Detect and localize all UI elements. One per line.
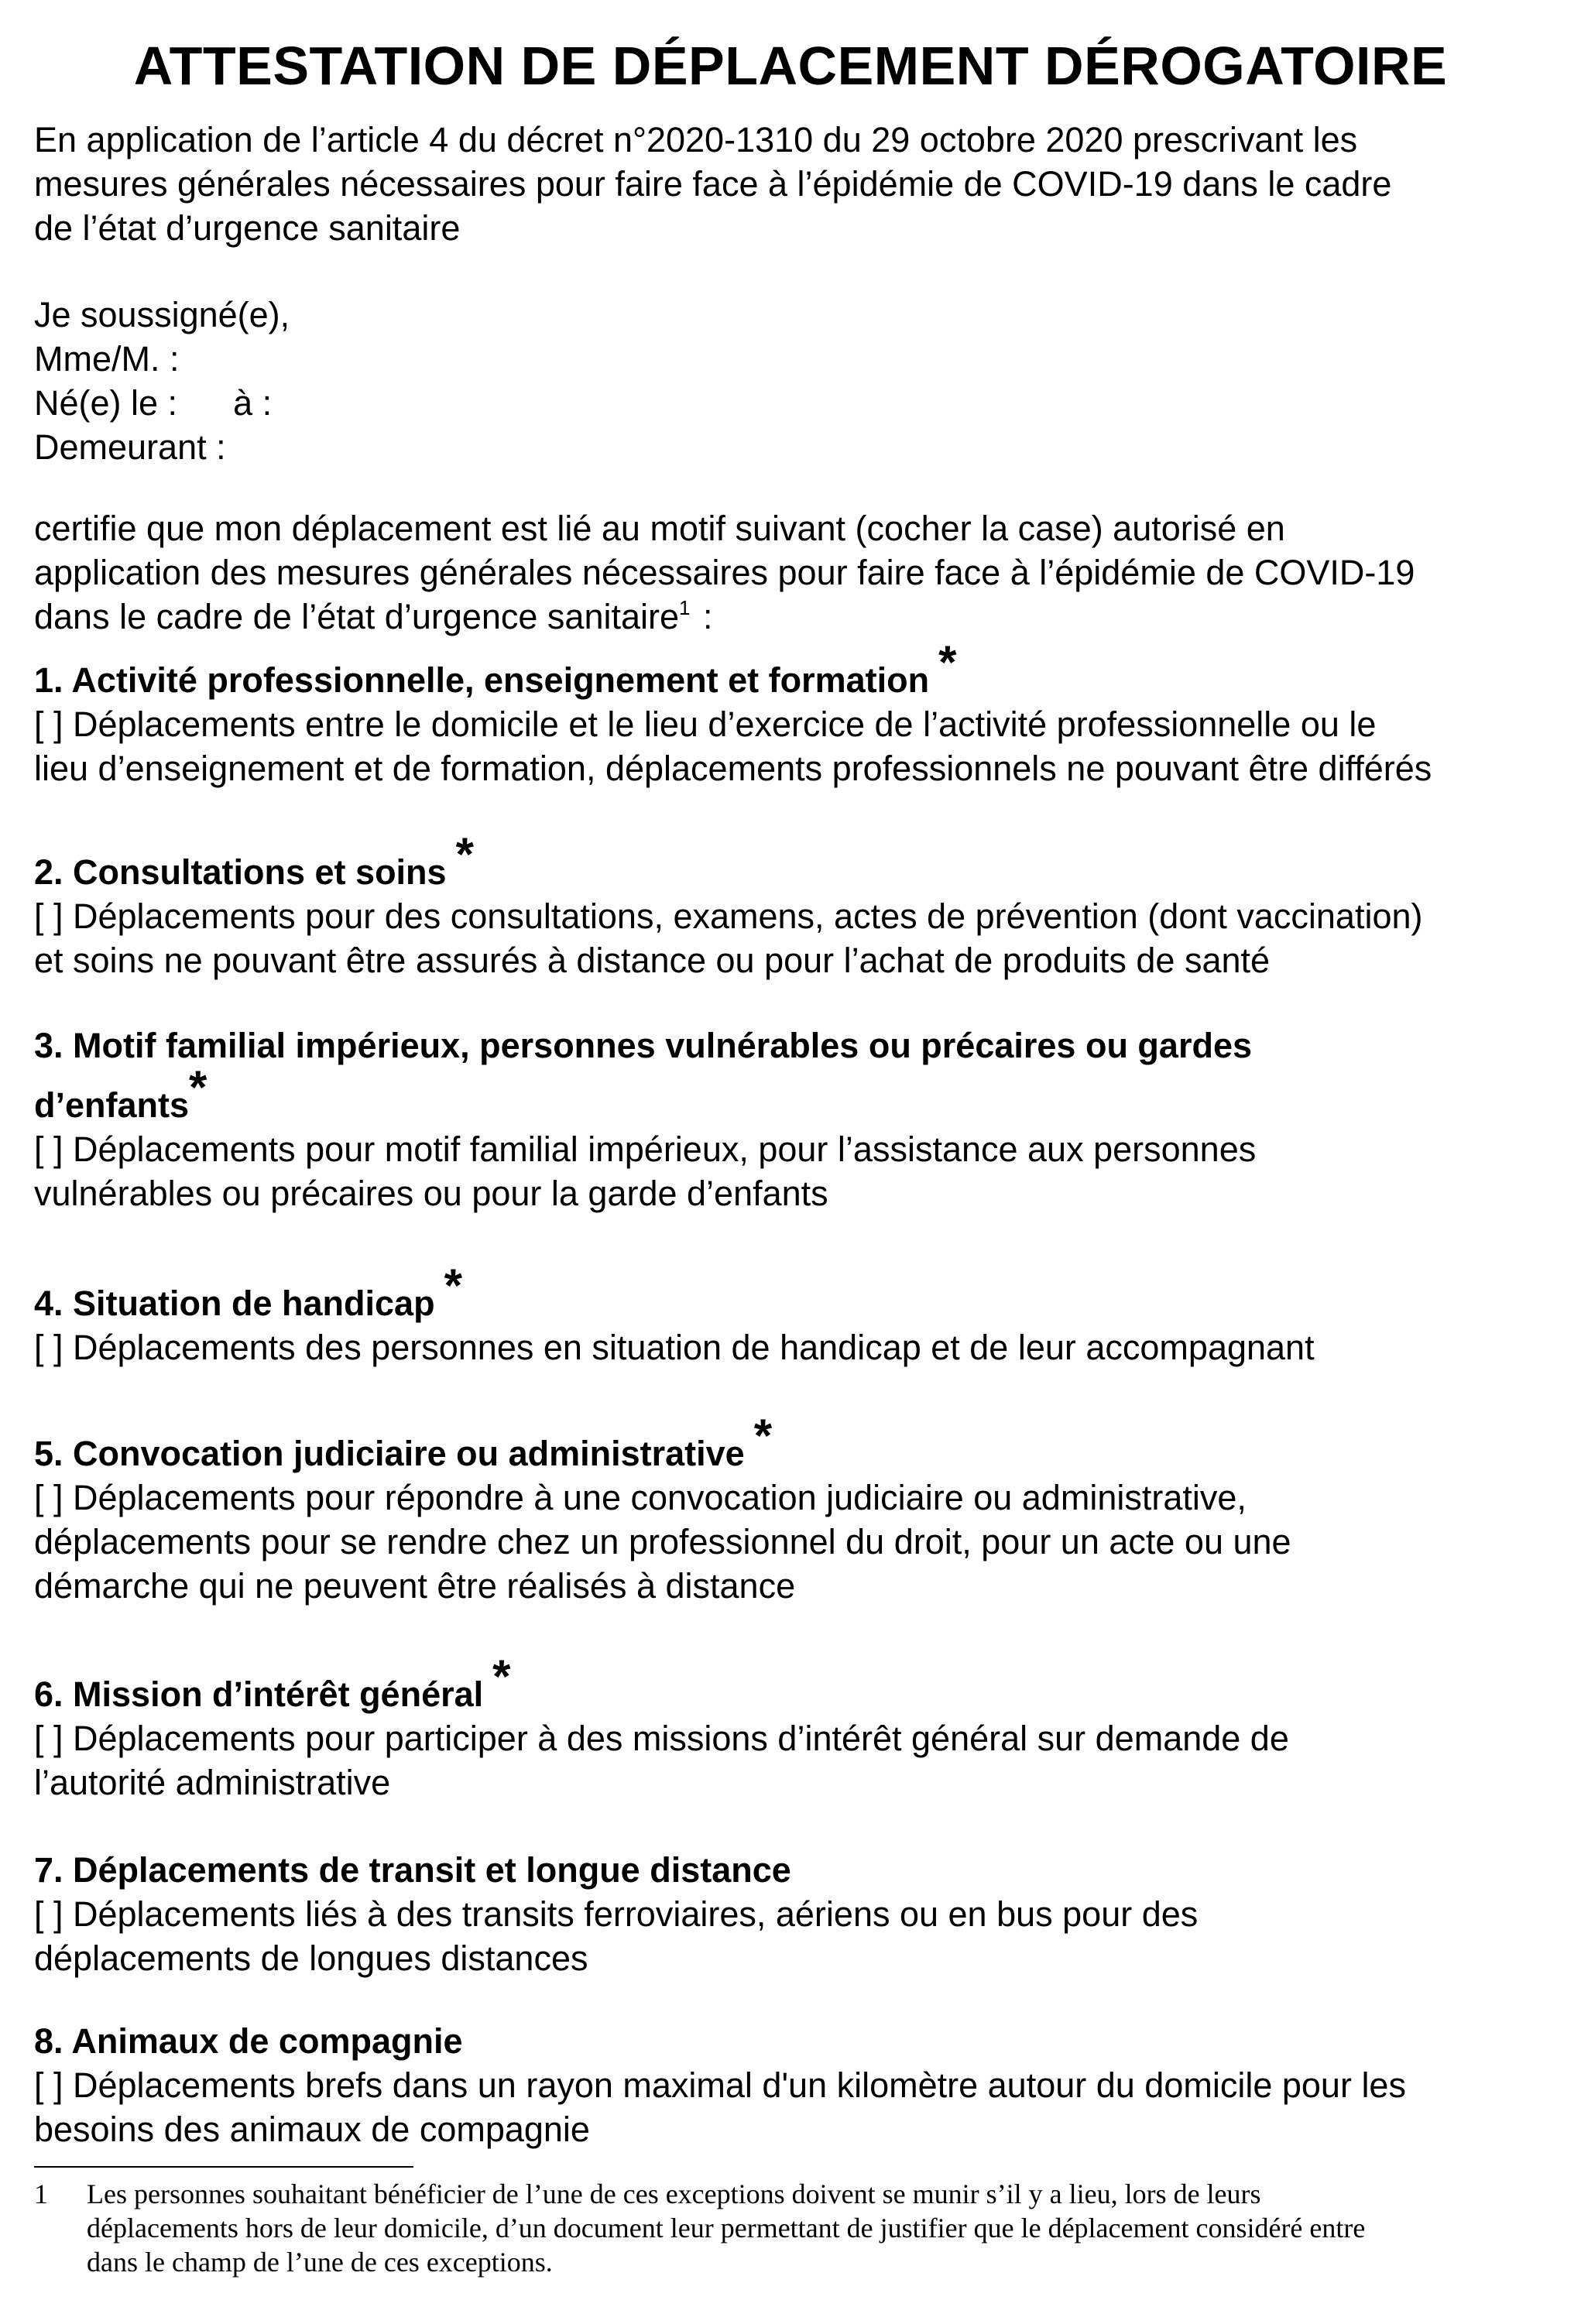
reason-2 bbox=[34, 828, 1552, 982]
reason-1 bbox=[34, 636, 1552, 790]
required-asterisk: * bbox=[455, 828, 474, 880]
reason-checkbox-text[interactable]: [ ] Déplacements brefs dans un rayon maximal d'un kilomètre autour du domicile pour les bbox=[34, 2065, 1406, 2105]
address-label: Demeurant : bbox=[34, 427, 226, 467]
intro-line: de l’état d’urgence sanitaire bbox=[34, 208, 461, 248]
required-asterisk: * bbox=[444, 1260, 462, 1311]
footnote-separator bbox=[34, 2166, 413, 2168]
reason-text-continued: et soins ne pouvant être assurés à distance ou pour l’achat de produits de santé bbox=[34, 941, 1271, 980]
reason-checkbox-text[interactable]: [ ] Déplacements pour participer à des missions d’intérêt général sur demande de bbox=[34, 1719, 1289, 1758]
reason-text-continued: lieu d’enseignement et de formation, déplacements professionnels ne pouvant être différés bbox=[34, 749, 1432, 788]
reason-checkbox-text[interactable]: [ ] Déplacements pour répondre à une convocation judiciaire ou administrative, bbox=[34, 1478, 1247, 1517]
document-title: ATTESTATION DE DÉPLACEMENT DÉROGATOIRE bbox=[133, 36, 1448, 96]
certify-line-last: dans le cadre de l’état d’urgence sanitaire$^1$ : bbox=[34, 596, 713, 636]
required-asterisk: * bbox=[753, 1410, 773, 1462]
intro-paragraph bbox=[34, 118, 1552, 250]
required-asterisk: * bbox=[938, 636, 957, 688]
name-label: Mme/M. : bbox=[34, 339, 180, 379]
identity-section bbox=[34, 293, 1552, 469]
footnote-line: déplacements hors de leur domicile, d’un document leur permettant de justifier que le déplacement considéré entre bbox=[87, 2213, 1366, 2243]
reason-text-continued: démarche qui ne peuvent être réalisés à distance bbox=[34, 1566, 796, 1606]
reason-heading: 4. Situation de handicap * bbox=[34, 1260, 462, 1323]
reason-3 bbox=[34, 1023, 1552, 1215]
footnote-line: dans le champ de l’une de ces exceptions. bbox=[87, 2247, 553, 2278]
reason-text-continued: besoins des animaux de compagnie bbox=[34, 2110, 590, 2149]
reason-text-continued: déplacements pour se rendre chez un professionnel du droit, pour un acte ou une bbox=[34, 1522, 1291, 1561]
reason-8 bbox=[34, 2019, 1552, 2151]
reason-text-continued: déplacements de longues distances bbox=[34, 1938, 588, 1978]
born-place-label: à : bbox=[233, 383, 273, 423]
reason-heading: 7. Déplacements de transit et longue distance bbox=[34, 1850, 791, 1890]
reason-checkbox-text[interactable]: [ ] Déplacements pour motif familial impérieux, pour l’assistance aux personnes bbox=[34, 1129, 1257, 1169]
reason-7 bbox=[34, 1848, 1552, 1980]
reason-checkbox-text[interactable]: [ ] Déplacements liés à des transits ferroviaires, aériens ou en bus pour des bbox=[34, 1894, 1199, 1934]
reason-checkbox-text[interactable]: [ ] Déplacements des personnes en situation de handicap et de leur accompagnant bbox=[34, 1328, 1315, 1367]
intro-line: En application de l’article 4 du décret n°2020-1310 du 29 octobre 2020 prescrivant les bbox=[34, 120, 1358, 159]
reason-heading: 8. Animaux de compagnie bbox=[34, 2021, 463, 2061]
footnote-number: 1 bbox=[34, 2178, 48, 2209]
reason-heading: 3. Motif familial impérieux, personnes vulnérables ou précaires ou gardes bbox=[34, 1026, 1253, 1065]
reason-checkbox-text[interactable]: [ ] Déplacements entre le domicile et le lieu d’exercice de l’activité professionnelle ou le bbox=[34, 704, 1377, 744]
footnote-ref: 1 bbox=[679, 596, 691, 619]
reason-text-continued: vulnérables ou précaires ou pour la garde d’enfants bbox=[34, 1174, 828, 1213]
reason-4 bbox=[34, 1260, 1552, 1369]
certify-line: application des mesures générales nécessaires pour faire face à l’épidémie de COVID-19 bbox=[34, 553, 1415, 592]
certify-line: certifie que mon déplacement est lié au motif suivant (cocher la case) autorisé en bbox=[34, 509, 1285, 548]
reason-heading-continued: d’enfants* bbox=[34, 1061, 207, 1125]
undersigned-label: Je soussigné(e), bbox=[34, 295, 290, 334]
certify-paragraph bbox=[34, 506, 1552, 644]
reason-heading: 1. Activité professionnelle, enseignement et formation * bbox=[34, 636, 957, 700]
footnote-line: Les personnes souhaitant bénéficier de l’une de ces exceptions doivent se munir s’il y a lieu, lors de leurs bbox=[87, 2178, 1261, 2209]
required-asterisk: * bbox=[189, 1061, 207, 1113]
reason-heading: 5. Convocation judiciaire ou administrative * bbox=[34, 1410, 773, 1473]
intro-line: mesures générales nécessaires pour faire face à l’épidémie de COVID-19 dans le cadre bbox=[34, 164, 1392, 204]
footnote bbox=[34, 2177, 1552, 2279]
reason-heading: 6. Mission d’intérêt général * bbox=[34, 1650, 511, 1714]
reason-text-continued: l’autorité administrative bbox=[34, 1763, 391, 1802]
born-label: Né(e) le : bbox=[34, 383, 178, 423]
required-asterisk: * bbox=[492, 1650, 511, 1702]
reason-6 bbox=[34, 1650, 1552, 1805]
reason-heading: 2. Consultations et soins * bbox=[34, 828, 474, 892]
reason-5 bbox=[34, 1410, 1552, 1608]
reason-checkbox-text[interactable]: [ ] Déplacements pour des consultations, examens, actes de prévention (dont vaccination) bbox=[34, 896, 1423, 936]
birth-row bbox=[34, 381, 1552, 425]
